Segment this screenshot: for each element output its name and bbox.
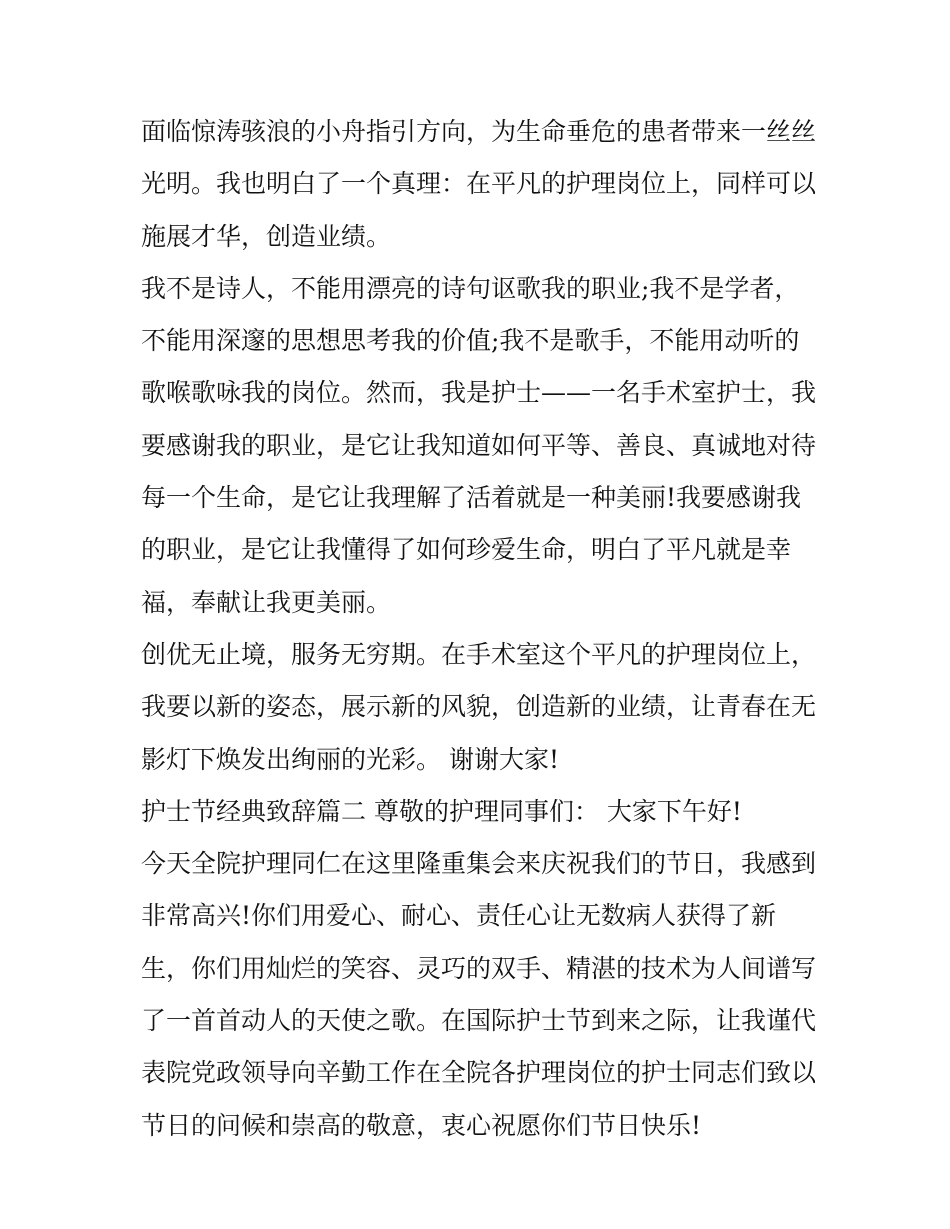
text-line: 创优无止境，服务无穷期。在手术室这个平凡的护理岗位上， xyxy=(141,639,817,669)
text-line: 要感谢我的职业，是它让我知道如何平等、善良、真诚地对待 xyxy=(141,430,817,460)
text-line: 每一个生命，是它让我理解了活着就是一种美丽!我要感谢我 xyxy=(141,483,802,513)
text-line: 光明。我也明白了一个真理：在平凡的护理岗位上，同样可以 xyxy=(141,169,817,199)
text-line: 施展才华，创造业绩。 xyxy=(141,221,392,251)
text-line: 生，你们用灿烂的笑容、灵巧的双手、精湛的技术为人间谱写 xyxy=(141,953,817,983)
text-line: 的职业，是它让我懂得了如何珍爱生命，明白了平凡就是幸 xyxy=(141,535,792,565)
text-line: 我要以新的姿态，展示新的风貌，创造新的业绩，让青春在无 xyxy=(141,692,817,722)
text-line: 歌喉歌咏我的岗位。然而，我是护士——一名手术室护士，我 xyxy=(141,378,817,408)
text-line: 了一首首动人的天使之歌。在国际护士节到来之际，让我谨代 xyxy=(141,1006,817,1036)
document-body xyxy=(141,106,821,1152)
section-heading-line: 护士节经典致辞篇二 尊敬的护理同事们： 大家下午好! xyxy=(141,796,742,826)
text-line: 节日的问候和崇高的敬意，衷心祝愿你们节日快乐! xyxy=(141,1110,702,1140)
text-line: 面临惊涛骇浪的小舟指引方向，为生命垂危的患者带来一丝丝 xyxy=(141,117,817,146)
text-line: 影灯下焕发出绚丽的光彩。 谢谢大家! xyxy=(141,744,559,774)
text-line: 我不是诗人，不能用漂亮的诗句讴歌我的职业;我不是学者， xyxy=(141,273,800,303)
text-line: 非常高兴!你们用爱心、耐心、责任心让无数病人获得了新 xyxy=(141,901,777,931)
text-line: 不能用深邃的思想思考我的价值;我不是歌手，不能用动听的 xyxy=(141,326,800,356)
text-line: 福，奉献让我更美丽。 xyxy=(141,587,392,617)
text-line: 今天全院护理同仁在这里隆重集会来庆祝我们的节日，我感到 xyxy=(141,849,817,879)
text-line: 表院党政领导向辛勤工作在全院各护理岗位的护士同志们致以 xyxy=(141,1058,817,1088)
